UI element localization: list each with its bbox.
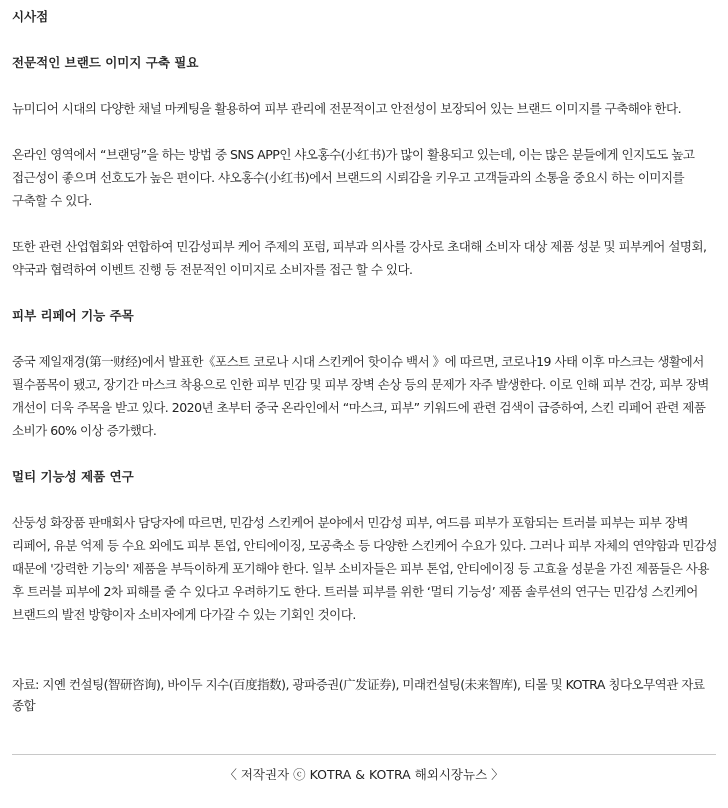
section-title: 시사점 [12,9,49,24]
paragraph: 온라인 영역에서 “브랜딩”을 하는 방법 중 SNS APP인 샤오홍수(小红书)가 많이 활용되고 있는데, 이는 많은 분들에게 인지도도 높고 접근성이 좋으며 선호도가 높은 편이다. 샤오홍수(小红书)에서 브랜드의 시뢰감을 키우고 고객들과의 소통을 중요시 하는 이미지를 구축할 수 있다. [12,147,695,208]
copyright-footer: 〈 저작권자 ⓒ KOTRA & KOTRA 해외시장뉴스 〉 [224,767,504,782]
paragraph: 뉴미디어 시대의 다양한 채널 마케팅을 활용하여 피부 관리에 전문적이고 안전성이 보장되어 있는 브랜드 이미지를 구축해야 한다. [12,101,682,116]
paragraph: 또한 관련 산업협회와 연합하여 민감성피부 케어 주제의 포럼, 피부과 의사를 강사로 초대해 소비자 대상 제품 성분 및 피부케어 설명회, 약국과 협력하여 이벤트 진행 등 전문적인 이미지로 소비자를 접근 할 수 있다. [12,239,707,277]
divider [12,754,716,755]
paragraph: 중국 제일재경(第一财经)에서 발표한《포스트 코로나 시대 스킨케어 핫이슈 백서 》에 따르면, 코로나19 사태 이후 마스크는 생활에서 필수품목이 됐고, 장기간 마스크 착용으로 인한 피부 민감 및 피부 장벽 손상 등의 문제가 자주 발생한다. 이로 인해 피부 건강, 피부 장벽 개선이 더욱 주목을 받고 있다. 2020년 초부터 중국 온라인에서 “마스크, 피부” 키워드에 관련 검색이 급증하여, 스킨 리페어 관련 제품 소비가 60% 이상 증가했다. [12,354,709,438]
heading-multi-function: 멀티 기능성 제품 연구 [12,469,134,484]
source-note: 자료: 지옌 컨설팅(智研咨询), 바이두 지수(百度指数), 광파증권(广发证券), 미래컨설팅(未来智库), 티몰 및 KOTRA 칭다오무역관 자료 종합 [12,677,705,713]
heading-skin-repair: 피부 리페어 기능 주목 [12,308,134,323]
paragraph: 산둥성 화장품 판매회사 담당자에 따르면, 민감성 스킨케어 분야에서 민감성 피부, 여드름 피부가 포함되는 트러블 피부는 피부 장벽 리페어, 유분 억제 등 수요 외에도 피부 톤업, 안티에이징, 모공축소 등 다양한 스킨케어 수요가 있다. 그러나 피부 자체의 연약함과 민감성 때문에 '강력한 기능의' 제품을 부득이하게 포기해야 한다. 일부 소비자들은 피부 톤업, 안티에이징 등 고효율 성분을 가진 제품들은 사용 후 트러블 피부에 2차 피해를 줄 수 있다고 우려하기도 한다. 트러블 피부를 위한 ‘멀티 기능성’ 제품 솔루션의 연구는 민감성 스킨케어 브랜드의 발전 방향이자 소비자에게 다가갈 수 있는 기회인 것이다. [12,515,717,622]
heading-brand-image: 전문적인 브랜드 이미지 구축 필요 [12,55,199,70]
